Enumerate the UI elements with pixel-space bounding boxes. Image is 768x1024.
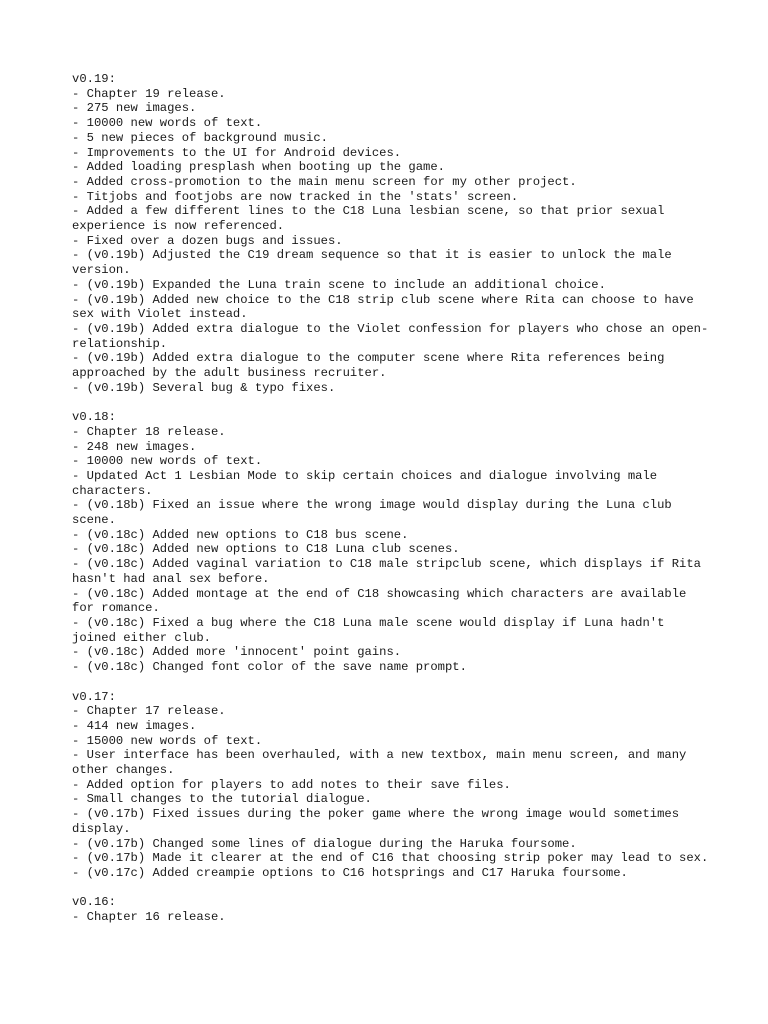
- changelog-item: - (v0.18c) Changed font color of the save name prompt.: [72, 660, 467, 675]
- version-section: [72, 690, 712, 881]
- changelog-item: - (v0.18c) Added new options to C18 bus scene.: [72, 527, 409, 542]
- changelog-item: - Improvements to the UI for Android devices.: [72, 145, 402, 160]
- version-header: v0.17:: [72, 689, 116, 704]
- version-header: v0.16:: [72, 895, 116, 910]
- changelog-item: - 5 new pieces of background music.: [72, 130, 328, 145]
- changelog-item: - (v0.18c) Added vaginal variation to C18 male stripclub scene, which displays if Rita hasn't had anal sex before.: [72, 557, 709, 586]
- changelog-item: - 248 new images.: [72, 439, 197, 454]
- changelog-item: - Titjobs and footjobs are now tracked in the 'stats' screen.: [72, 189, 519, 204]
- changelog-item: - (v0.17b) Made it clearer at the end of C16 that choosing strip poker may lead to sex.: [72, 851, 709, 866]
- version-section: [72, 72, 712, 395]
- changelog-item: - (v0.17c) Added creampie options to C16 hotsprings and C17 Haruka foursome.: [72, 865, 628, 880]
- changelog-item: - 10000 new words of text.: [72, 116, 263, 131]
- changelog-item: - (v0.18c) Added more 'innocent' point gains.: [72, 645, 402, 660]
- changelog-item: - (v0.19b) Several bug & typo fixes.: [72, 380, 336, 395]
- changelog-item: - Added option for players to add notes to their save files.: [72, 777, 511, 792]
- changelog-item: - (v0.19b) Adjusted the C19 dream sequence so that it is easier to unlock the male version.: [72, 248, 680, 278]
- changelog-item: - (v0.17b) Fixed issues during the poker game where the wrong image would sometimes display.: [72, 807, 687, 836]
- changelog-item: - Small changes to the tutorial dialogue.: [72, 792, 372, 807]
- changelog-item: - Chapter 19 release.: [72, 86, 226, 101]
- changelog-item: - Added loading presplash when booting up the game.: [72, 160, 445, 175]
- changelog-item: - (v0.17b) Changed some lines of dialogue during the Haruka foursome.: [72, 836, 577, 851]
- changelog-item: - (v0.18c) Fixed a bug where the C18 Luna male scene would display if Luna hadn't joined either club.: [72, 616, 672, 645]
- version-header: v0.19:: [72, 72, 116, 86]
- changelog-item: - Updated Act 1 Lesbian Mode to skip certain choices and dialogue involving male characters.: [72, 468, 665, 498]
- changelog-item: - 414 new images.: [72, 718, 197, 733]
- changelog-item: - Fixed over a dozen bugs and issues.: [72, 233, 343, 248]
- version-section: [72, 410, 712, 675]
- changelog-item: - Chapter 16 release.: [72, 910, 226, 925]
- changelog-item: - 275 new images.: [72, 101, 197, 116]
- changelog-item: - 10000 new words of text.: [72, 454, 263, 469]
- changelog-item: - (v0.18b) Fixed an issue where the wrong image would display during the Luna club scene.: [72, 498, 680, 528]
- version-header: v0.18:: [72, 410, 116, 425]
- changelog-item: - (v0.19b) Expanded the Luna train scene to include an additional choice.: [72, 277, 606, 292]
- changelog-item: - User interface has been overhauled, with a new textbox, main menu screen, and many other changes.: [72, 748, 694, 778]
- version-section: [72, 895, 712, 924]
- changelog-item: - Added cross-promotion to the main menu screen for my other project.: [72, 174, 577, 189]
- changelog-item: - Chapter 18 release.: [72, 424, 226, 439]
- changelog-item: - Chapter 17 release.: [72, 704, 226, 719]
- changelog-item: - (v0.18c) Added montage at the end of C18 showcasing which characters are available for romance.: [72, 586, 694, 616]
- changelog-item: - 15000 new words of text.: [72, 733, 263, 748]
- changelog-item: - (v0.19b) Added new choice to the C18 strip club scene where Rita can choose to have sex with Violet instead.: [72, 292, 701, 322]
- changelog-item: - Added a few different lines to the C18 Luna lesbian scene, so that prior sexual experience is now referenced.: [72, 204, 672, 234]
- changelog-document: [72, 72, 712, 939]
- changelog-item: - (v0.19b) Added extra dialogue to the computer scene where Rita references being approached by the adult business recruiter.: [72, 351, 672, 381]
- changelog-item: - (v0.18c) Added new options to C18 Luna club scenes.: [72, 542, 460, 557]
- changelog-item: - (v0.19b) Added extra dialogue to the Violet confession for players who chose an open-relationship.: [72, 321, 709, 351]
